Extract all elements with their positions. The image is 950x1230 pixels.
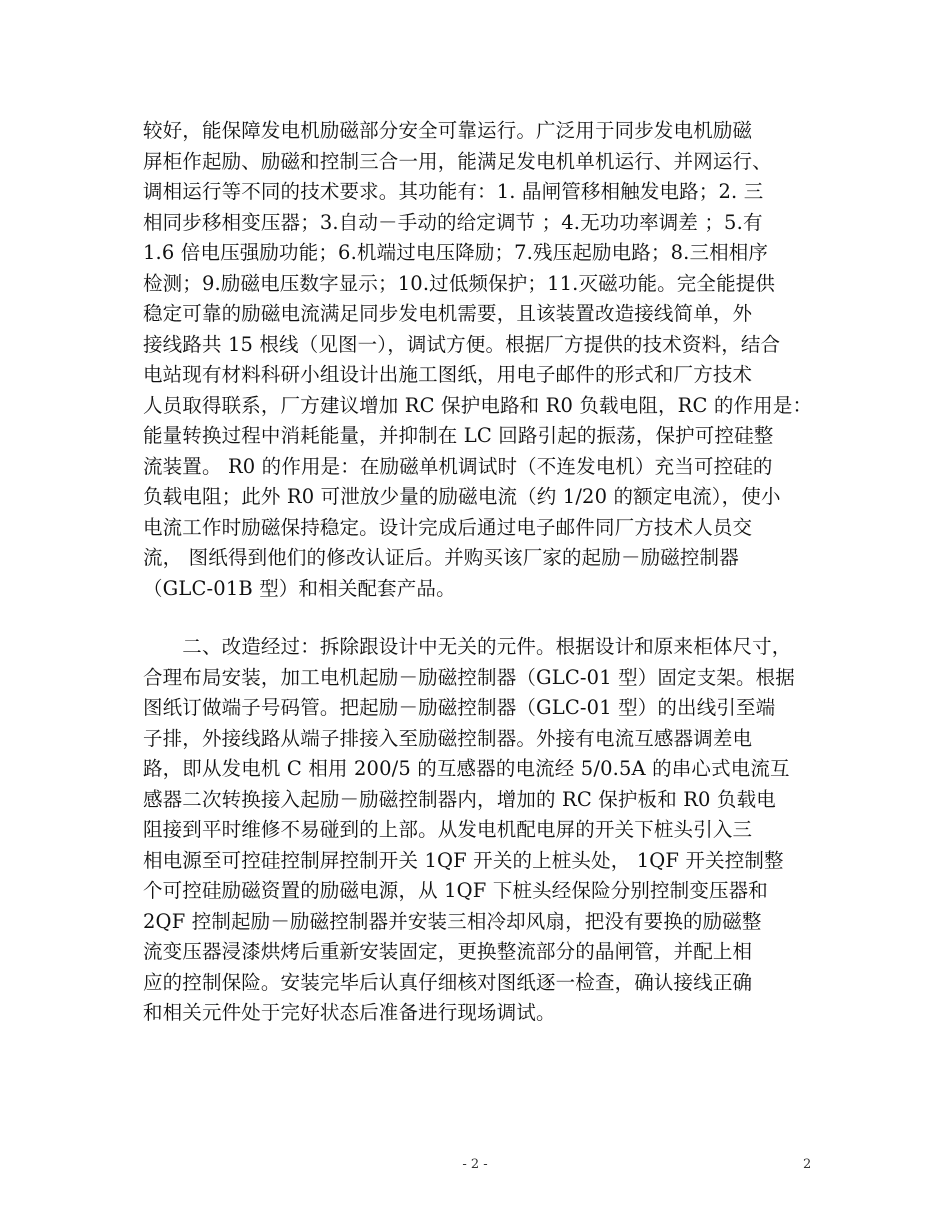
body-text — [143, 116, 823, 1029]
text-line: 应的控制保险。安装完毕后认真仔细核对图纸逐一检查，确认接线正确 — [143, 970, 753, 994]
text-line: 屏柜作起励、励磁和控制三合一用，能满足发电机单机运行、并网运行、 — [143, 149, 772, 173]
text-line: 感器二次转换接入起励－励磁控制器内，增加的 RC 保护板和 R0 负载电 — [143, 787, 776, 811]
text-line: 流变压器浸漆烘烤后重新安装固定，更换整流部分的晶闸管，并配上相 — [143, 940, 753, 963]
text-line: 调相运行等不同的技术要求。其功能有：1. 晶闸管移相触发电路；2. 三 — [143, 180, 764, 203]
text-line: 检测；9.励磁电压数字显示；10.过低频保护；11.灭磁功能。完全能提供 — [143, 271, 776, 295]
text-line: （GLC-01B 型）和相关配套产品。 — [143, 576, 456, 600]
text-line: 稳定可靠的励磁电流满足同步发电机需要，且该装置改造接线简单，外 — [143, 302, 753, 325]
text-line: 流装置。 R0 的作用是：在励磁单机调试时（不连发电机）充当可控硅的 — [143, 454, 773, 478]
text-line: 能量转换过程中消耗能量，并抑制在 LC 回路引起的振荡，保护可控硅整 — [143, 424, 774, 447]
text-line: 较好，能保障发电机励磁部分安全可靠运行。广泛用于同步发电机励磁 — [143, 119, 753, 142]
text-line: 路，即从发电机 C 相用 200/5 的互感器的电流经 5/0.5A 的串心式电流互 — [143, 757, 790, 780]
paragraph-2 — [143, 632, 823, 1029]
text-line: 阻接到平时维修不易碰到的上部。从发电机配电屏的开关下桩头引入三 — [143, 818, 753, 841]
text-line: 相电源至可控硅控制屏控制开关 1QF 开关的上桩头处， 1QF 开关控制整 — [143, 848, 784, 872]
text-line: 电站现有材料科研小组设计出施工图纸，用电子邮件的形式和厂方技术 — [143, 363, 753, 386]
text-line: 和相关元件处于完好状态后准备进行现场调试。 — [143, 1001, 556, 1024]
text-line: 人员取得联系，厂方建议增加 RC 保护电路和 R0 负载电阻，RC 的作用是： — [143, 393, 813, 417]
text-line: 1.6 倍电压强励功能；6.机端过电压降励；7.残压起励电路；8.三相相序 — [143, 241, 769, 264]
page-footer-label: - 2 - — [462, 1157, 488, 1172]
page-number: 2 — [803, 1157, 812, 1172]
text-line: 相同步移相变压器；3.自动－手动的给定调节 ；4.无功功率调差 ；5.有 — [143, 210, 763, 234]
text-line: 二、改造经过：拆除跟设计中无关的元件。根据设计和原来柜体尺寸， — [143, 635, 792, 658]
paragraph-spacer — [143, 604, 823, 632]
text-line: 接线路共 15 根线（见图一），调试方便。根据厂方提供的技术资料，结合 — [143, 332, 781, 356]
text-line: 电流工作时励磁保持稳定。设计完成后通过电子邮件同厂方技术人员交 — [143, 515, 753, 539]
paragraph-1 — [143, 116, 823, 604]
text-line: 图纸订做端子号码管。把起励－励磁控制器（GLC-01 型）的出线引至端 — [143, 696, 776, 719]
text-line: 子排，外接线路从端子排接入至励磁控制器。外接有电流互感器调差电 — [143, 726, 753, 750]
text-line: 个可控硅励磁资置的励磁电源，从 1QF 下桩头经保险分别控制变压器和 — [143, 879, 768, 902]
text-line: 2QF 控制起励－励磁控制器并安装三相冷却风扇，把没有要换的励磁整 — [143, 909, 762, 933]
text-line: 合理布局安装，加工电机起励－励磁控制器（GLC-01 型）固定支架。根据 — [143, 665, 795, 689]
text-line: 流， 图纸得到他们的修改认证后。并购买该厂家的起励－励磁控制器 — [143, 546, 739, 569]
text-line: 负载电阻；此外 R0 可泄放少量的励磁电流（约 1/20 的额定电流），使小 — [143, 485, 781, 508]
